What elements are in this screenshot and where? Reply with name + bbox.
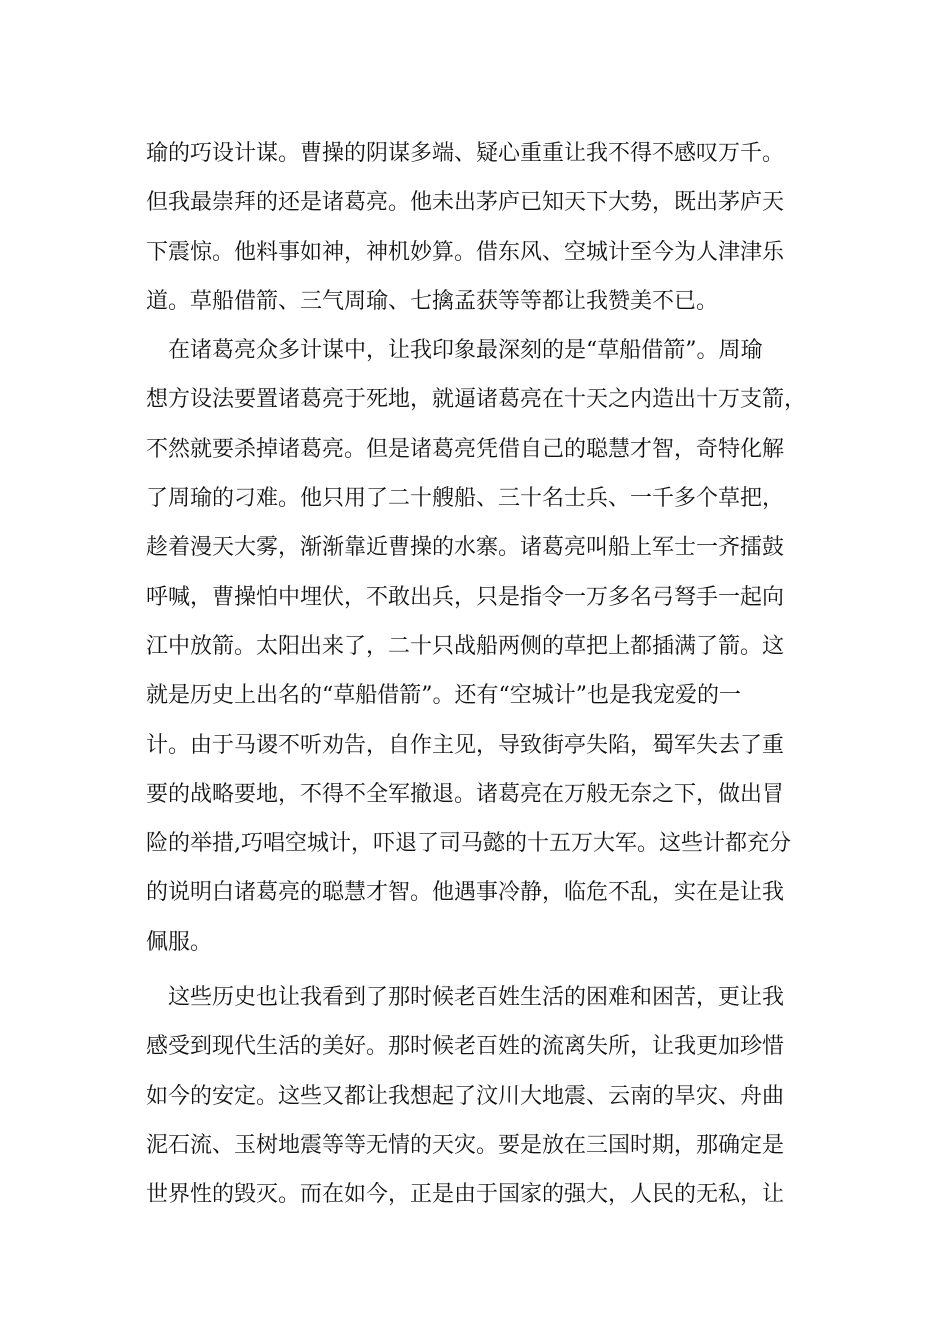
text-line: 想方设法要置诸葛亮于死地，就逼诸葛亮在十天之内造出十万支箭， xyxy=(146,387,807,413)
text-line: 就是历史上出名的“草船借箭”。还有“空城计”也是我宠爱的一 xyxy=(146,683,741,709)
text-line: 险的举措,巧唱空城计，吓退了司马懿的十五万大军。这些计都充分 xyxy=(146,831,791,857)
paragraph-first-line: 在诸葛亮众多计谋中，让我印象最深刻的是“草船借箭”。周瑜 xyxy=(168,338,763,364)
text-line: 的说明白诸葛亮的聪慧才智。他遇事冷静，临危不乱，实在是让我 xyxy=(146,880,785,906)
text-line: 要的战略要地，不得不全军撤退。诸葛亮在万般无奈之下，做出冒 xyxy=(146,781,785,807)
text-line: 呼喊，曹操怕中埋伏，不敢出兵，只是指令一万多名弓弩手一起向 xyxy=(146,584,785,610)
text-line: 但我最崇拜的还是诸葛亮。他未出茅庐已知天下大势，既出茅庐天 xyxy=(146,190,785,216)
text-line: 趁着漫天大雾，渐渐靠近曹操的水寨。诸葛亮叫船上军士一齐擂鼓 xyxy=(146,535,785,561)
text-line: 瑜的巧设计谋。曹操的阴谋多端、疑心重重让我不得不感叹万千。 xyxy=(146,141,785,166)
body-text xyxy=(146,129,826,1220)
text-line: 下震惊。他料事如神，神机妙算。借东风、空城计至今为人津津乐 xyxy=(146,239,785,265)
text-line: 江中放箭。太阳出来了，二十只战船两侧的草把上都插满了箭。这 xyxy=(146,633,785,659)
text-line: 佩服。 xyxy=(146,929,213,955)
text-line: 不然就要杀掉诸葛亮。但是诸葛亮凭借自己的聪慧才智，奇特化解 xyxy=(146,436,785,462)
text-line: 如今的安定。这些又都让我想起了汶川大地震、云南的旱灾、舟曲 xyxy=(146,1083,785,1109)
text-line: 泥石流、玉树地震等等无情的天灾。要是放在三国时期，那确定是 xyxy=(146,1132,785,1158)
text-line: 了周瑜的刁难。他只用了二十艘船、三十名士兵、一千多个草把， xyxy=(146,486,785,512)
text-line: 世界性的毁灭。而在如今，正是由于国家的强大，人民的无私，让 xyxy=(146,1182,785,1208)
text-line: 计。由于马谡不听劝告，自作主见，导致街亭失陷，蜀军失去了重 xyxy=(146,732,785,758)
text-line: 感受到现代生活的美好。那时候老百姓的流离失所，让我更加珍惜 xyxy=(146,1034,785,1060)
text-line: 道。草船借箭、三气周瑜、七擒孟获等等都让我赞美不已。 xyxy=(146,288,719,314)
paragraph-first-line: 这些历史也让我看到了那时候老百姓生活的困难和困苦，更让我 xyxy=(168,985,785,1011)
